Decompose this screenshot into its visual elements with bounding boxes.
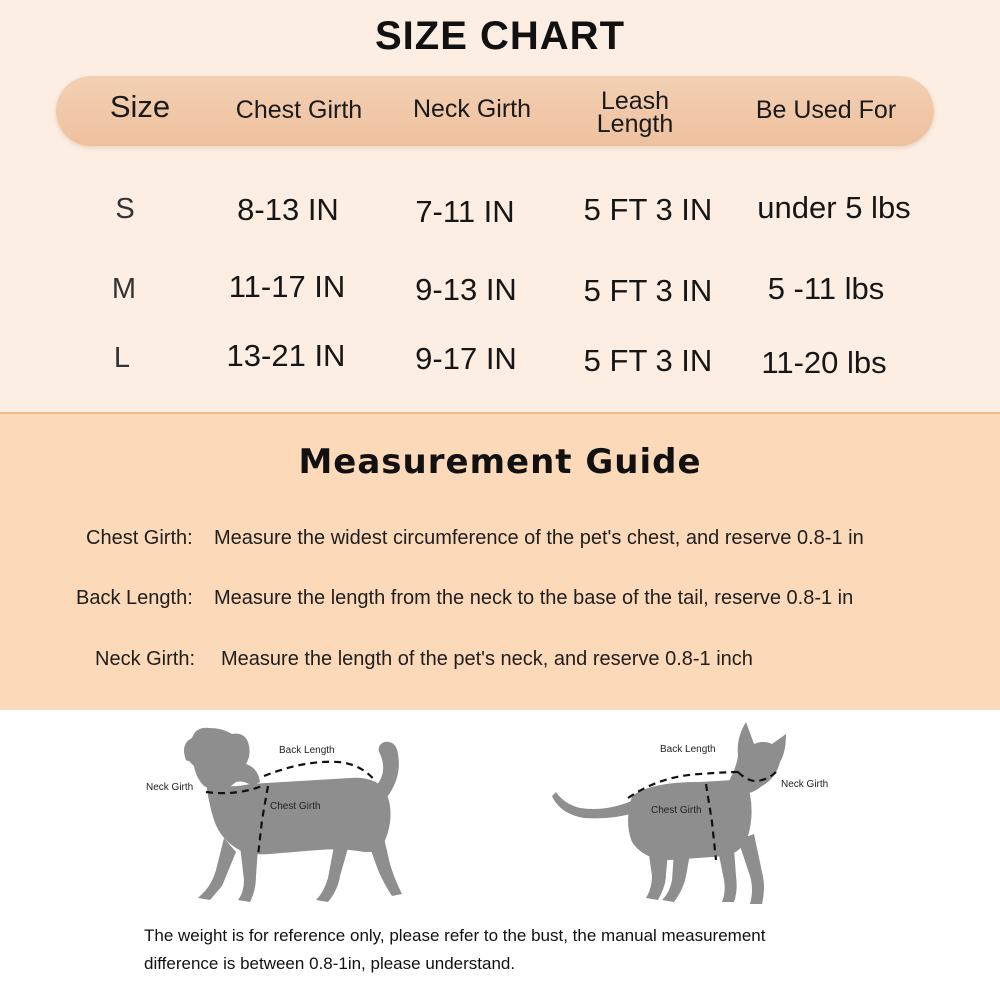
cat-back-length-label: Back Length bbox=[660, 744, 716, 755]
guide-item-back bbox=[76, 587, 853, 610]
size-chart-title: SIZE CHART bbox=[375, 14, 625, 58]
guide-text-back: Measure the length from the neck to the base of the tail, reserve 0.8-1 in bbox=[214, 587, 854, 609]
header-size: Size bbox=[109, 89, 171, 124]
row-l-size: L bbox=[113, 342, 131, 374]
header-chest-girth: Chest Girth bbox=[235, 96, 363, 124]
cat-chest-girth-label: Chest Girth bbox=[651, 805, 702, 816]
measurement-guide-section bbox=[0, 412, 1000, 712]
guide-label-neck: Neck Girth: bbox=[95, 648, 196, 670]
footnote-line-1: The weight is for reference only, please refer to the bust, the manual measurement bbox=[144, 926, 766, 945]
row-l-leash: 5 FT 3 IN bbox=[583, 343, 713, 378]
row-m-neck: 9-13 IN bbox=[415, 272, 517, 307]
measurement-guide-title: Measurement Guide bbox=[298, 442, 702, 482]
footnote-line-2: difference is between 0.8-1in, please understand. bbox=[144, 954, 516, 973]
header-be-used-for: Be Used For bbox=[755, 96, 897, 124]
guide-item-chest bbox=[86, 527, 864, 550]
header-leash-length-line2: Length bbox=[596, 110, 674, 138]
dog-neck-girth-label: Neck Girth bbox=[146, 782, 194, 793]
row-l-chest: 13-21 IN bbox=[226, 338, 346, 373]
row-s-chest: 8-13 IN bbox=[237, 192, 339, 227]
row-m-chest: 11-17 IN bbox=[228, 269, 346, 304]
cat-neck-girth-label: Neck Girth bbox=[781, 779, 829, 790]
header-leash-length-line1: Leash bbox=[600, 87, 670, 115]
dog-chest-girth-label: Chest Girth bbox=[270, 801, 321, 812]
row-s-used-for: under 5 lbs bbox=[757, 190, 911, 225]
row-s-leash: 5 FT 3 IN bbox=[583, 192, 713, 227]
dog-silhouette-icon bbox=[140, 720, 410, 910]
guide-text-chest: Measure the widest circumference of the pet's chest, and reserve 0.8-1 in bbox=[214, 527, 864, 549]
guide-label-chest: Chest Girth: bbox=[86, 527, 193, 549]
row-m-used-for: 5 -11 lbs bbox=[767, 271, 885, 306]
guide-item-neck bbox=[95, 648, 753, 671]
row-l-neck: 9-17 IN bbox=[415, 341, 517, 376]
header-neck-girth: Neck Girth bbox=[412, 95, 532, 123]
dog-back-length-label: Back Length bbox=[279, 745, 335, 756]
size-chart-section bbox=[0, 0, 1000, 412]
guide-label-back: Back Length: bbox=[76, 587, 193, 609]
row-s-neck: 7-11 IN bbox=[415, 194, 515, 229]
row-m-leash: 5 FT 3 IN bbox=[583, 273, 713, 308]
row-m-size: M bbox=[111, 273, 137, 305]
row-s-size: S bbox=[115, 193, 135, 225]
row-l-used-for: 11-20 lbs bbox=[761, 345, 887, 380]
guide-text-neck: Measure the length of the pet's neck, and reserve 0.8-1 inch bbox=[221, 648, 753, 670]
footnote bbox=[144, 922, 904, 978]
